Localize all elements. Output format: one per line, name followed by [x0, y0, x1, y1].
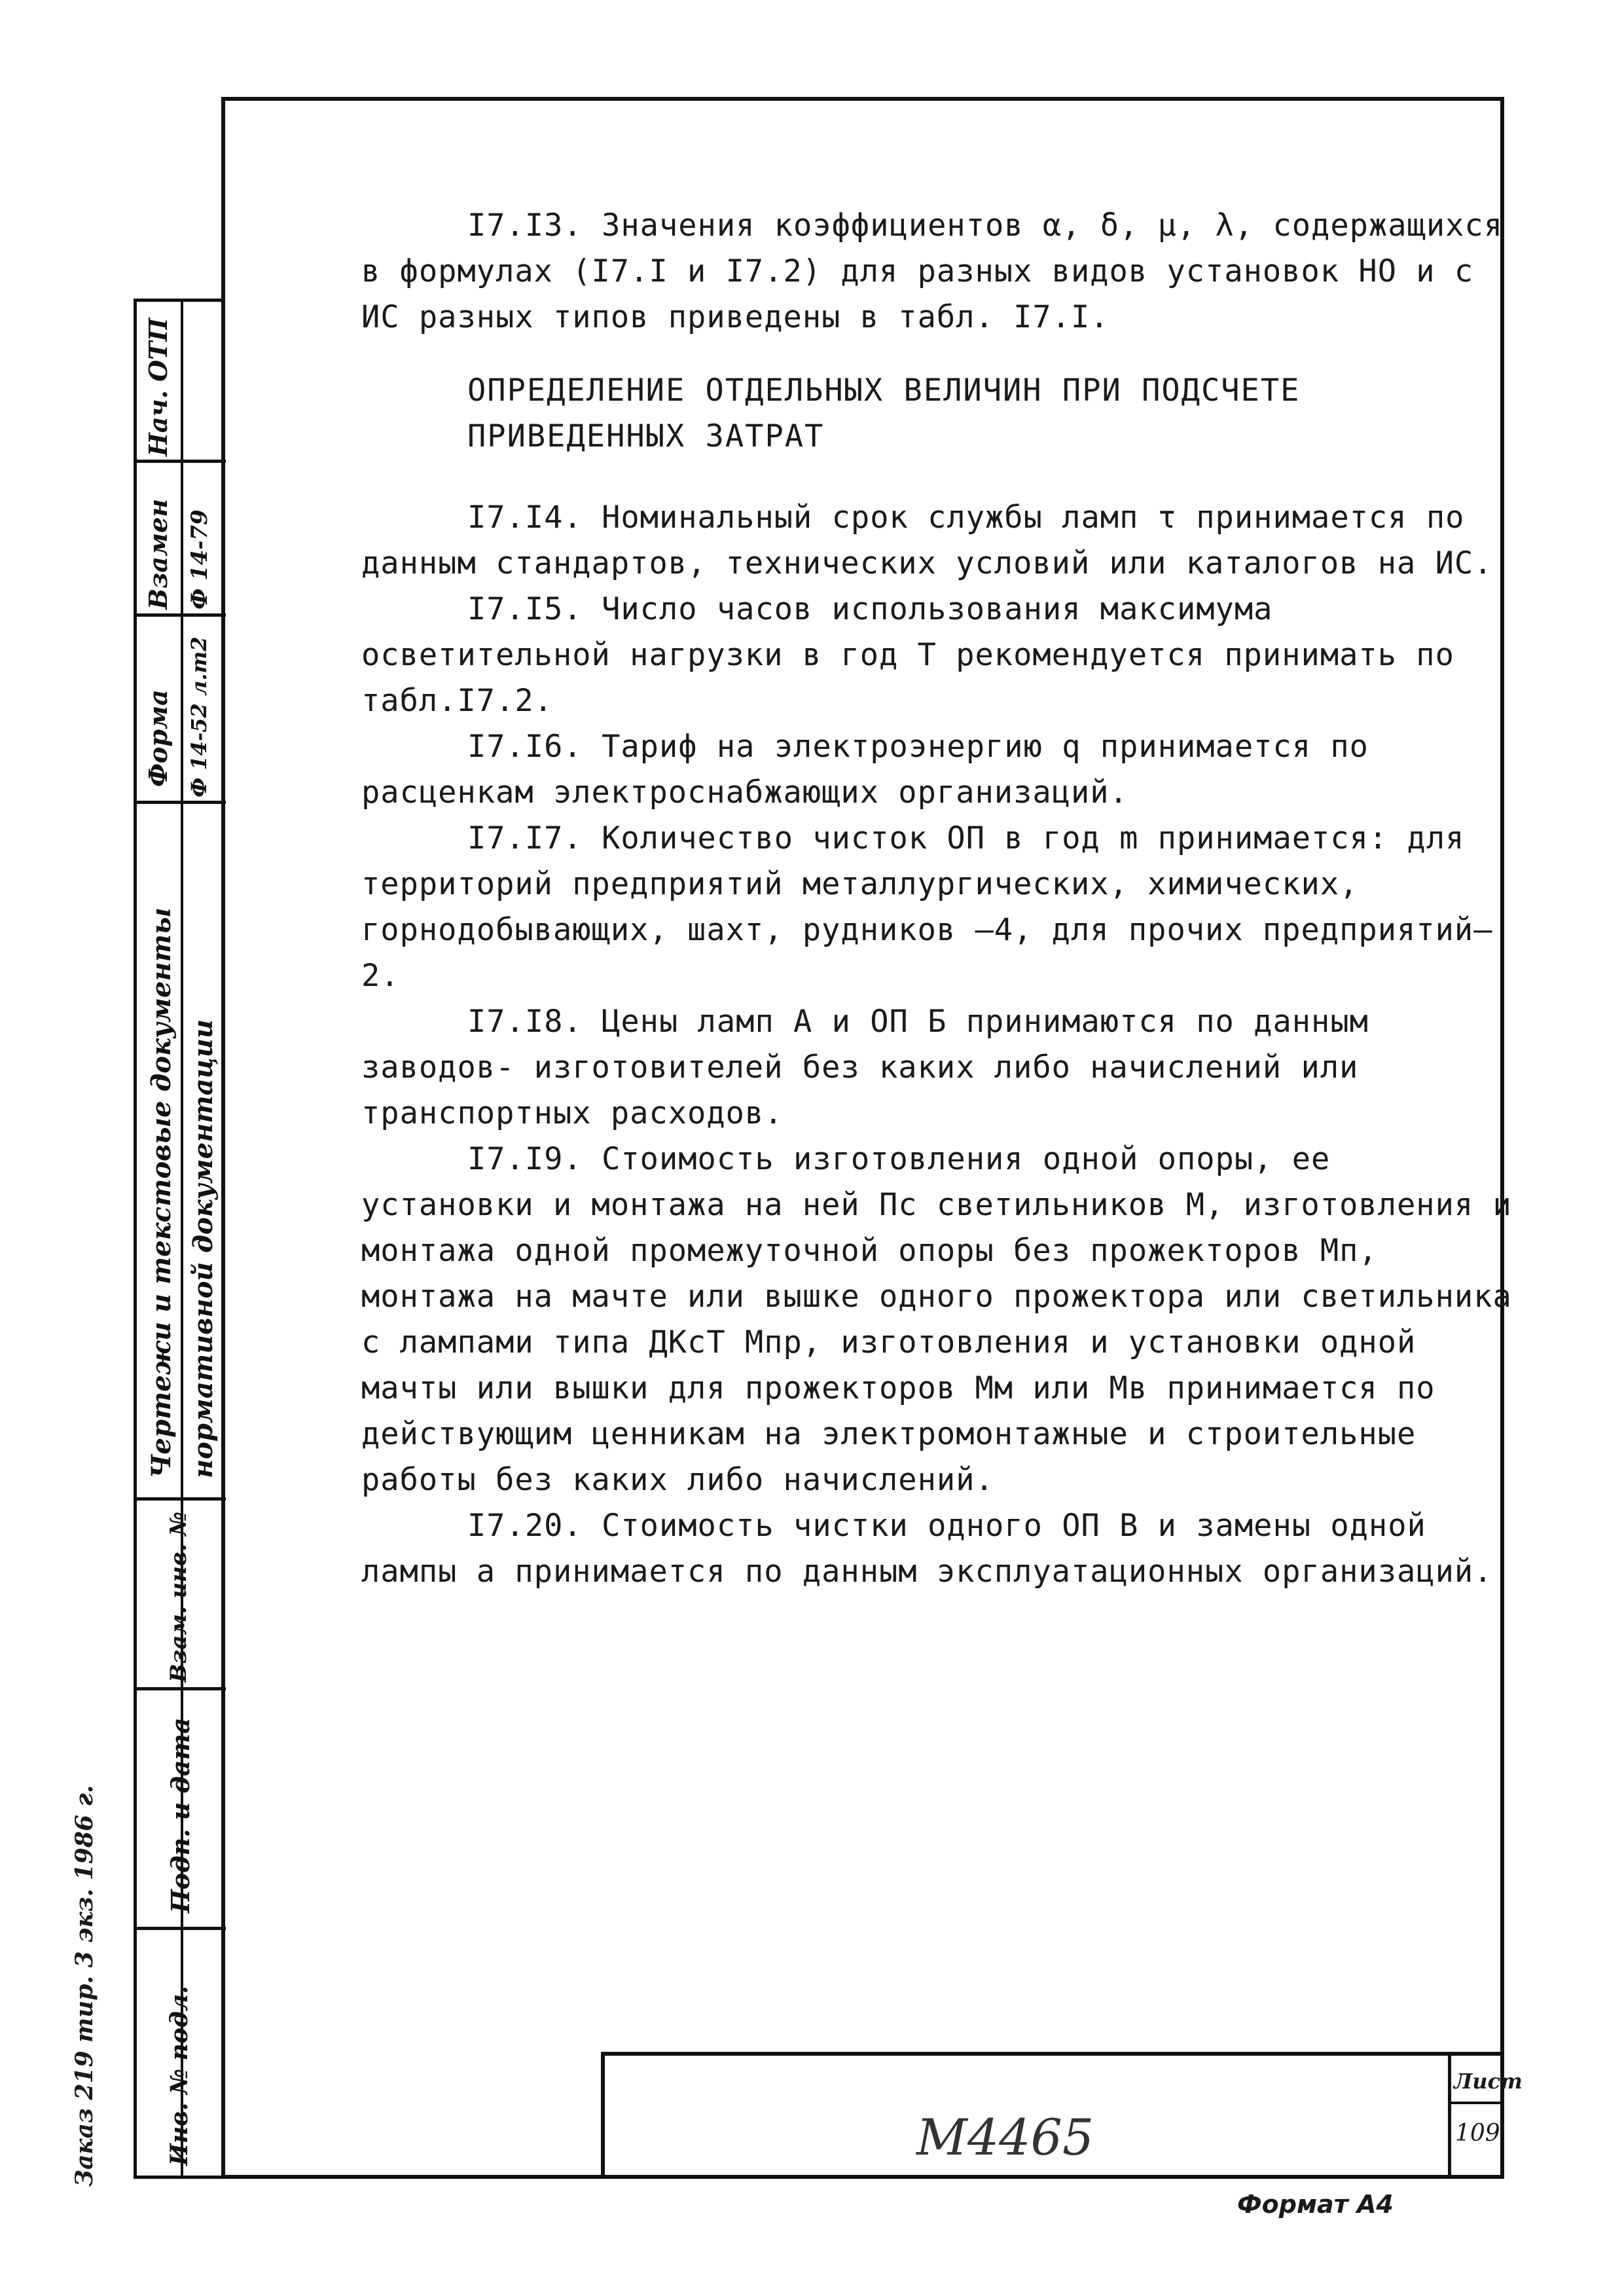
paragraph-17-18: I7.I8. Цены ламп А и ОП Б принимаются по данным заводов- изготовителей без каких либо начислений или транспортных расходов. — [361, 1004, 1369, 1131]
stamp-podp-data: Подп. и дата — [166, 1717, 195, 1913]
paragraph-17-16: I7.I6. Тариф на электроэнергию q принимается по расценкам электроснабжающих организаций. — [361, 729, 1369, 811]
paragraph-17-15: I7.I5. Число часов использования максимума осветительной нагрузки в год T рекомендуется принимать по табл.I7.2. — [361, 591, 1454, 719]
stamp-inv-podl: Инв. № подл. — [166, 1986, 193, 2166]
document-code: М4465 — [916, 2108, 1094, 2166]
stamp-doc-title: Чертежи и текстовые документы нормативной документации — [146, 907, 219, 1478]
stamp-f1479: Ф 14-79 — [187, 509, 213, 610]
body-text-main — [361, 495, 1513, 1595]
side-stamp — [134, 299, 223, 2179]
stamp-cell-3 — [137, 617, 226, 804]
handwritten-order-note: Заказ 219 тир. 3 экз. 1986 г. — [71, 1785, 98, 2187]
section-heading — [361, 368, 1513, 460]
paragraph-17-19: I7.I9. Стоимость изготовления одной опоры, ее установки и монтажа на ней Пс светильников М, изготовления и монтажа одной промежуточной опоры без прожекторов Мп, монтажа на мачте или вышке одного прожектора или светильника с лампами типа ДКсТ Мпр, изготовления и установки одной мачты или вышки для прожекторов Мм или Мв принимается по действующим ценникам на электромонтажные и строительные работы без каких либо начислений. — [361, 1141, 1512, 1498]
stamp-f1452: Ф 14-52 л.т2 — [187, 636, 211, 797]
stamp-cell-1 — [137, 302, 226, 463]
stamp-nach-otp: Нач. ОТП — [143, 318, 173, 456]
paragraph-17-13: I7.I3. Значения коэффициентов α, δ, μ, λ, содержащихся в формулах (I7.I и I7.2) для разных видов установок НО и с ИС разных типов приведены в табл. I7.I. — [361, 208, 1504, 335]
heading-line-2: ПРИВЕДЕННЫХ ЗАТРАТ — [467, 418, 825, 454]
sheet-number: 109 — [1455, 2120, 1500, 2147]
sheet-divider — [1451, 2102, 1504, 2104]
heading-line-1: ОПРЕДЕЛЕНИЕ ОТДЕЛЬНЫХ ВЕЛИЧИН ПРИ ПОДСЧЕТЕ — [467, 373, 1301, 409]
stamp-vzam-inv: Взам. инв. № — [166, 1512, 192, 1683]
stamp-cell-4 — [137, 804, 226, 1501]
paragraph-17-17: I7.I7. Количество чисток ОП в год m принимается: для территорий предприятий металлургических, химических, горнодобывающих, шахт, рудников –4, для прочих предприятий– 2. — [361, 820, 1493, 994]
paragraph-17-14: I7.I4. Номинальный срок службы ламп τ принимается по данным стандартов, технических условий или каталогов на ИС. — [361, 500, 1493, 581]
stamp-forma: Форма — [143, 689, 173, 787]
format-label: Формат А4 — [1237, 2190, 1394, 2219]
stamp-cell-6 — [137, 1690, 226, 1930]
stamp-cell-2 — [137, 463, 226, 617]
sheet-cell — [1448, 2056, 1523, 2179]
body-text — [361, 203, 1513, 340]
sheet-label: Лист — [1454, 2069, 1523, 2094]
stamp-cell-5 — [137, 1501, 226, 1690]
stamp-cell-7 — [137, 1930, 226, 2182]
stamp-vzamen: Взамен — [143, 499, 173, 610]
paragraph-17-20: I7.20. Стоимость чистки одного ОП В и замены одной лампы а принимается по данным эксплуатационных организаций. — [361, 1508, 1493, 1590]
